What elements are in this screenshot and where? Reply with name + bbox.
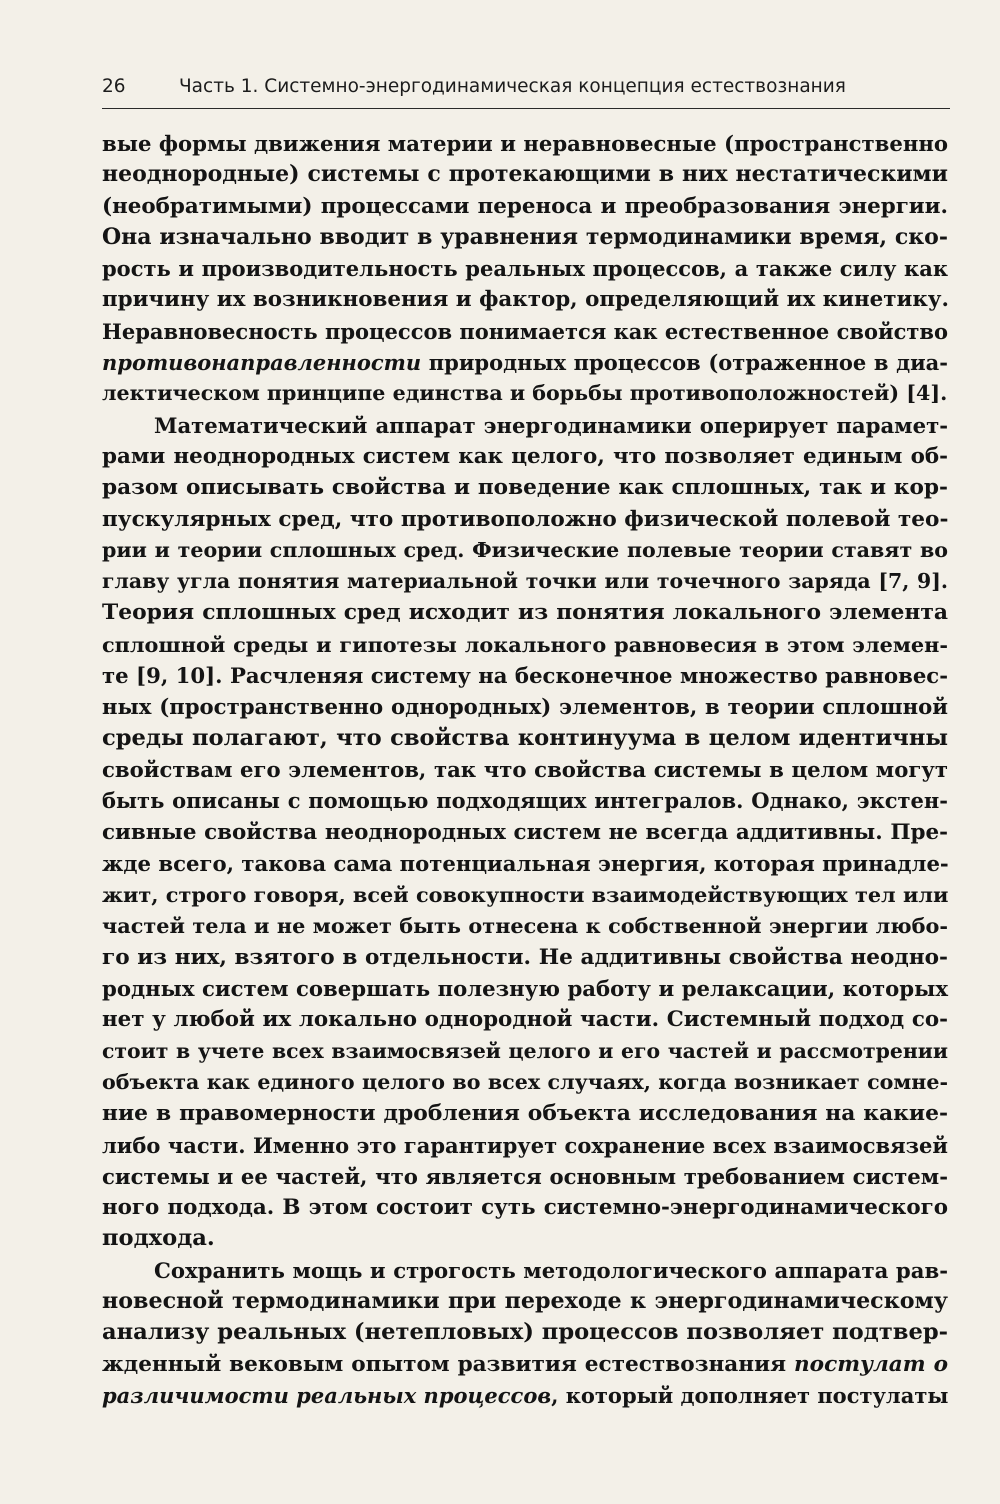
- text-line: среды полагают, что свойства континуума в целом идентичны: [102, 724, 948, 751]
- header-rule: [102, 108, 950, 109]
- text-line: сплошной среды и гипотезы локального равновесия в этом элемен-: [102, 631, 948, 657]
- text-line: причину их возникновения и фактор, определяющий их кинетику.: [102, 287, 949, 313]
- text-line: Теория сплошных сред исходит из понятия локального элемента: [102, 600, 948, 626]
- text-line: рами неоднородных систем как целого, что позволяет единым об-: [102, 443, 948, 469]
- page-number: 26: [102, 76, 126, 97]
- text-line: нет у любой их локально однородной части. Системный подход со-: [102, 1007, 948, 1033]
- text-line: ного подхода. В этом состоит суть системно-энергодинамического: [102, 1195, 948, 1221]
- text-line: рость и производительность реальных процессов, а также силу как: [102, 256, 948, 282]
- text-line: новесной термодинамики при переходе к энергодинамическому: [102, 1287, 948, 1314]
- text-line: (необратимыми) процессами переноса и преобразования энергии.: [102, 193, 948, 219]
- text-line: объекта как единого целого во всех случаях, когда возникает сомне-: [102, 1069, 948, 1094]
- italic-term: противонаправленности: [102, 350, 422, 376]
- text-line: сивные свойства неоднородных систем не всегда аддитивны. Пре-: [102, 819, 948, 845]
- text-line: системы и ее частей, что является основным требованием систем-: [102, 1163, 948, 1189]
- text-line: ных (пространственно однородных) элементов, в теории сплошной: [102, 694, 948, 720]
- text-line: ние в правомерности дробления объекта исследования на какие-: [102, 1101, 948, 1127]
- text-line: свойствам его элементов, так что свойства системы в целом могут: [102, 756, 948, 782]
- text-line: различимости реальных процессов, который дополняет постулаты: [102, 1382, 949, 1408]
- text-line: родных систем совершать полезную работу и релаксации, которых: [102, 976, 948, 1002]
- text-line: главу угла понятия материальной точки или точечного заряда [7, 9].: [102, 569, 948, 594]
- text-line: Математический аппарат энергодинамики оперирует парамет-: [154, 412, 948, 438]
- text-line: Сохранить мощь и строгость методологического аппарата рав-: [154, 1257, 948, 1283]
- text-line: противонаправленности природных процессов (отраженное в диа-: [102, 350, 948, 376]
- text-line: жит, строго говоря, всей совокупности взаимодействующих тел или: [102, 882, 949, 908]
- text-line: неоднородные) системы с протекающими в них нестатическими: [102, 161, 948, 188]
- text-line: подхода.: [102, 1225, 215, 1252]
- text-line: вые формы движения материи и неравновесные (пространственно: [102, 131, 948, 156]
- italic-term: постулат о: [793, 1351, 948, 1377]
- text-line: Неравновесность процессов понимается как естественное свойство: [102, 318, 948, 344]
- text-line: стоит в учете всех взаимосвязей целого и его частей и рассмотрении: [102, 1038, 948, 1063]
- text-line: рии и теории сплошных сред. Физические полевые теории ставят во: [102, 537, 948, 562]
- text-line: лектическом принципе единства и борьбы противоположностей) [4].: [102, 381, 948, 406]
- text-line: го из них, взятого в отдельности. Не аддитивны свойства неодно-: [102, 944, 948, 970]
- text-line: пускулярных сред, что противоположно физической полевой тео-: [102, 506, 949, 532]
- text-line: разом описывать свойства и поведение как сплошных, так и кор-: [102, 475, 948, 501]
- text-line: анализу реальных (нетепловых) процессов позволяет подтвер-: [102, 1319, 948, 1346]
- text-line: частей тела и не может быть отнесена к собственной энергии любо-: [102, 913, 948, 939]
- text-line: те [9, 10]. Расчленяя систему на бесконечное множество равновес-: [102, 663, 948, 689]
- text-line: Она изначально вводит в уравнения термодинамики время, ско-: [102, 223, 948, 250]
- body-text: [102, 128, 948, 1411]
- italic-term: различимости реальных процессов: [102, 1382, 552, 1408]
- text-line: либо части. Именно это гарантирует сохранение всех взаимосвязей: [102, 1132, 948, 1158]
- running-head: [102, 74, 950, 106]
- text-line: жде всего, такова сама потенциальная энергия, которая принадле-: [102, 850, 949, 876]
- chapter-title: Часть 1. Системно-энергодинамическая концепция естествознания: [179, 76, 846, 97]
- text-line: быть описаны с помощью подходящих интегралов. Однако, экстен-: [102, 788, 948, 814]
- text-line: жденный вековым опытом развития естествознания постулат о: [102, 1351, 948, 1377]
